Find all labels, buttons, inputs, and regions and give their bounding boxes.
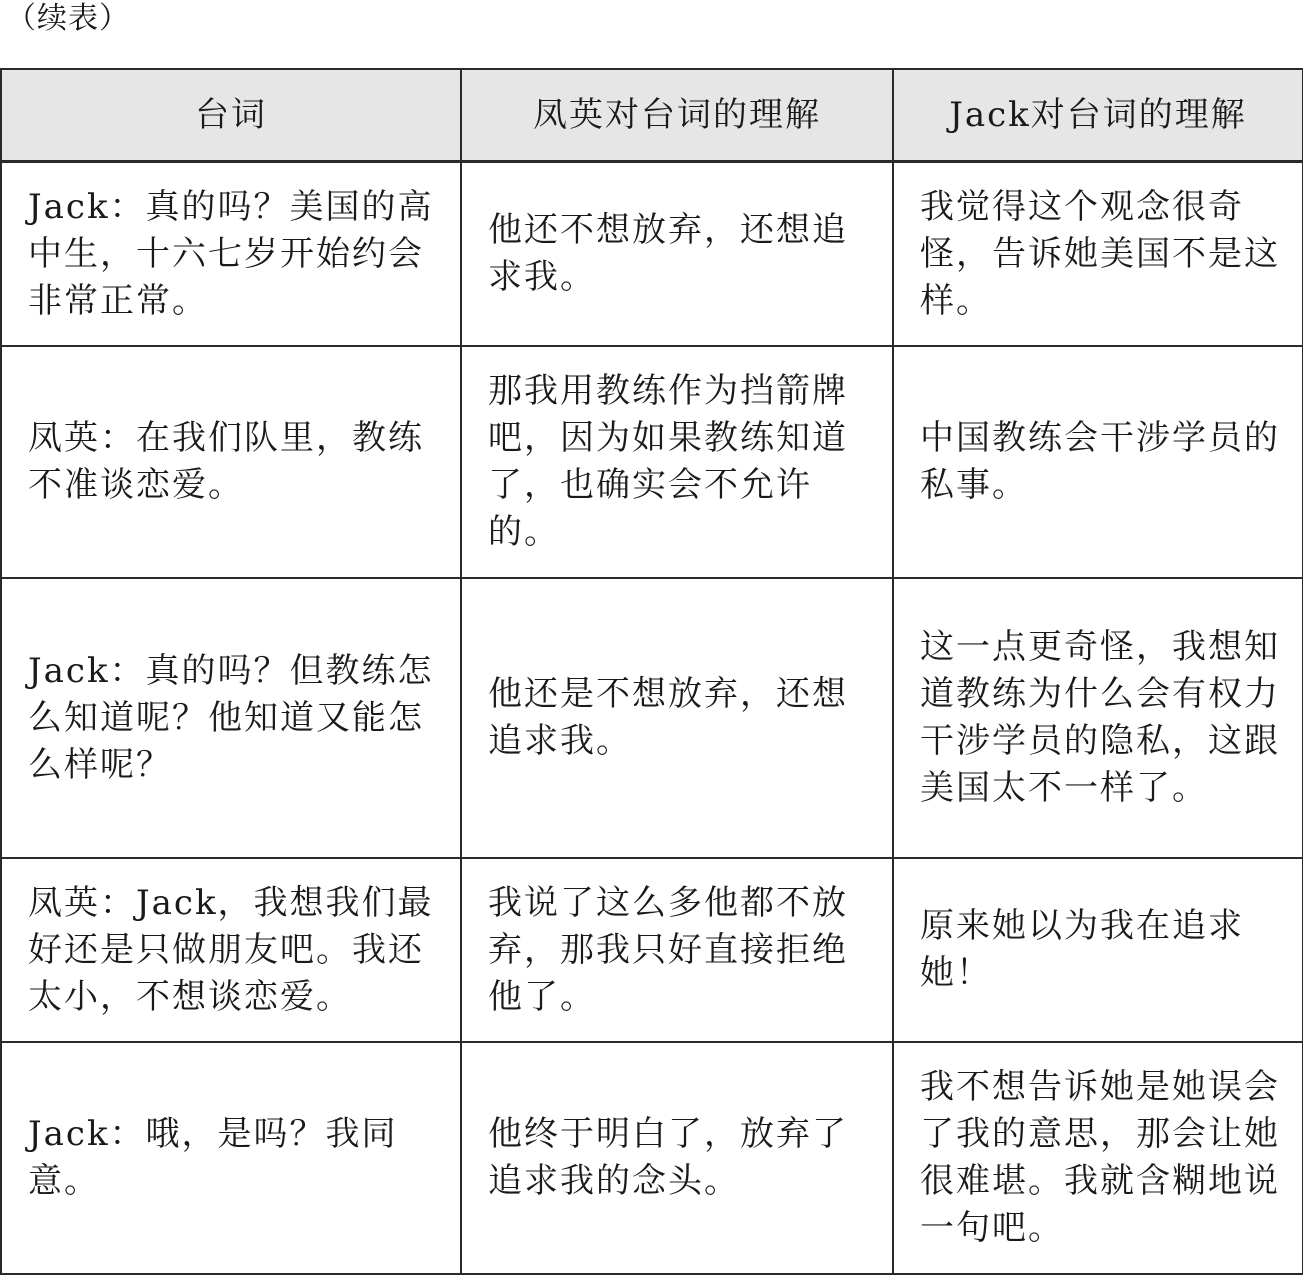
- cell-line: 凤英：Jack，我想我们最好还是只做朋友吧。我还太小，不想谈恋爱。: [1, 858, 461, 1042]
- dialogue-interpretation-table: [0, 68, 1303, 1275]
- table-header-row: [1, 69, 1303, 162]
- table-row: [1, 578, 1303, 858]
- table-row: [1, 162, 1303, 347]
- table-row: [1, 858, 1303, 1042]
- table-row: [1, 346, 1303, 578]
- cell-jack: 我不想告诉她是她误会了我的意思，那会让她很难堪。我就含糊地说一句吧。: [893, 1042, 1303, 1274]
- header-line: 台词: [1, 69, 461, 162]
- cell-jack: 这一点更奇怪，我想知道教练为什么会有权力干涉学员的隐私，这跟美国太不一样了。: [893, 578, 1303, 858]
- cell-line: Jack：哦，是吗？我同意。: [1, 1042, 461, 1274]
- table-continued-caption: （续表）: [6, 1, 130, 36]
- cell-jack: 中国教练会干涉学员的私事。: [893, 346, 1303, 578]
- header-jack-interpretation: Jack对台词的理解: [893, 69, 1303, 162]
- cell-line: Jack：真的吗？美国的高中生，十六七岁开始约会非常正常。: [1, 162, 461, 347]
- cell-line: Jack：真的吗？但教练怎么知道呢？他知道又能怎么样呢？: [1, 578, 461, 858]
- cell-line: 凤英：在我们队里，教练不准谈恋爱。: [1, 346, 461, 578]
- cell-jack: 我觉得这个观念很奇怪，告诉她美国不是这样。: [893, 162, 1303, 347]
- cell-fengying: 我说了这么多他都不放弃，那我只好直接拒绝他了。: [461, 858, 893, 1042]
- cell-fengying: 他终于明白了，放弃了追求我的念头。: [461, 1042, 893, 1274]
- cell-fengying: 他还不想放弃，还想追求我。: [461, 162, 893, 347]
- table-row: [1, 1042, 1303, 1274]
- header-fengying-interpretation: 凤英对台词的理解: [461, 69, 893, 162]
- cell-fengying: 他还是不想放弃，还想追求我。: [461, 578, 893, 858]
- cell-jack: 原来她以为我在追求她！: [893, 858, 1303, 1042]
- cell-fengying: 那我用教练作为挡箭牌吧，因为如果教练知道了，也确实会不允许的。: [461, 346, 893, 578]
